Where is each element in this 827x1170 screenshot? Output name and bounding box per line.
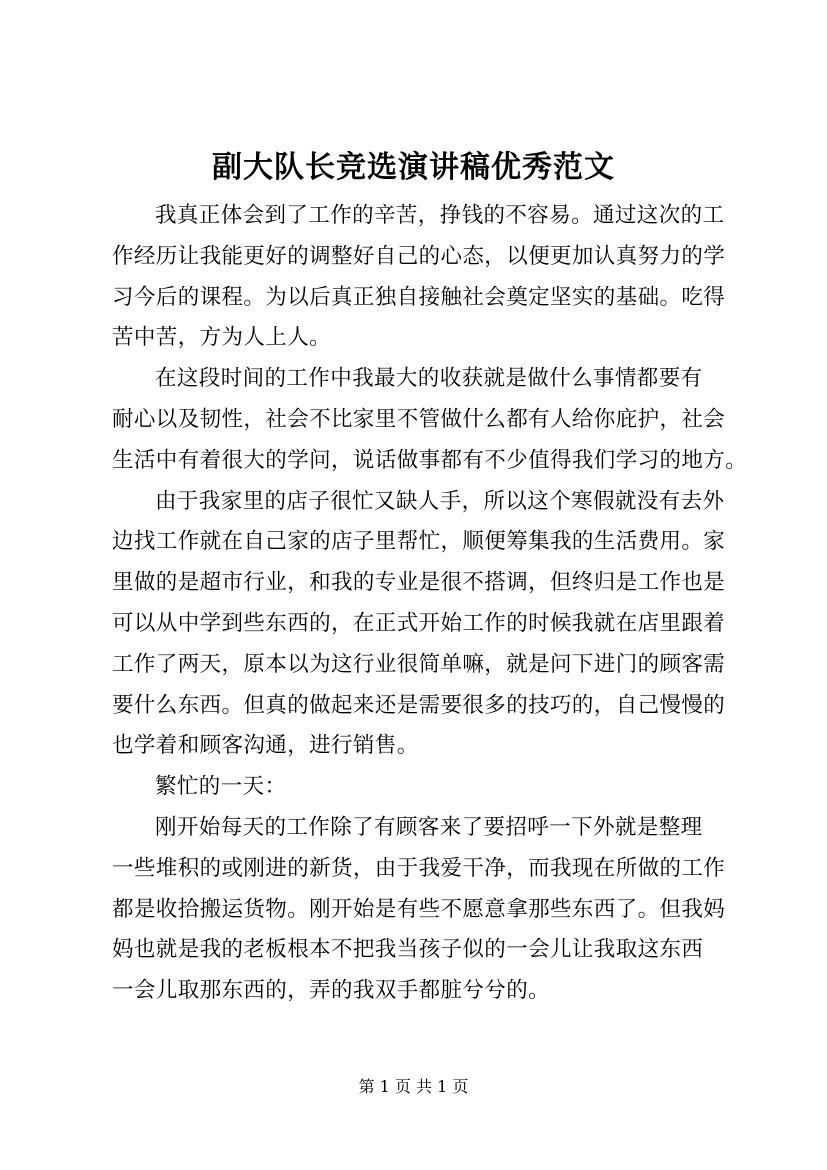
paragraph-line: 都是收拾搬运货物。刚开始是有些不愿意拿那些东西了。但我妈 bbox=[112, 896, 726, 922]
paragraph-line: 工作了两天，原本以为这行业很简单嘛，就是问下进门的顾客需 bbox=[112, 651, 726, 677]
paragraph-line: 也学着和顾客沟通，进行销售。 bbox=[112, 733, 419, 759]
paragraph-line: 一会儿取那东西的，弄的我双手都脏兮兮的。 bbox=[112, 978, 551, 1004]
paragraph-line: 边找工作就在自己家的店子里帮忙，顺便筹集我的生活费用。家 bbox=[112, 529, 726, 555]
paragraph-line: 繁忙的一天： bbox=[155, 774, 287, 800]
paragraph-line: 苦中苦，方为人上人。 bbox=[112, 325, 332, 351]
page-footer: 第 1 页 共 1 页 bbox=[358, 1077, 469, 1096]
paragraph-line: 生活中有着很大的学问，说话做事都有不少值得我们学习的地方。 bbox=[112, 447, 748, 473]
paragraph-line: 作经历让我能更好的调整好自己的心态，以便更加认真努力的学 bbox=[112, 243, 726, 269]
paragraph-line: 里做的是超市行业，和我的专业是很不搭调，但终归是工作也是 bbox=[112, 570, 726, 596]
paragraph-line: 要什么东西。但真的做起来还是需要很多的技巧的，自己慢慢的 bbox=[112, 692, 726, 718]
paragraph-line: 在这段时间的工作中我最大的收获就是做什么事情都要有 bbox=[155, 366, 703, 392]
paragraph-line: 由于我家里的店子很忙又缺人手，所以这个寒假就没有去外 bbox=[155, 488, 725, 514]
paragraph-line: 刚开始每天的工作除了有顾客来了要招呼一下外就是整理 bbox=[155, 814, 703, 840]
document-title: 副大队长竞选演讲稿优秀范文 bbox=[212, 150, 615, 185]
paragraph-line: 习今后的课程。为以后真正独自接触社会奠定坚实的基础。吃得 bbox=[112, 284, 726, 310]
paragraph-line: 耐心以及韧性，社会不比家里不管做什么都有人给你庇护，社会 bbox=[112, 406, 726, 432]
paragraph-line: 一些堆积的或刚进的新货，由于我爱干净，而我现在所做的工作 bbox=[112, 855, 726, 881]
paragraph-line: 妈也就是我的老板根本不把我当孩子似的一会儿让我取这东西 bbox=[112, 937, 704, 963]
document-body bbox=[112, 196, 748, 1012]
paragraph-line: 我真正体会到了工作的辛苦，挣钱的不容易。通过这次的工 bbox=[155, 203, 725, 228]
paragraph-line: 可以从中学到些东西的，在正式开始工作的时候我就在店里跟着 bbox=[112, 610, 726, 636]
